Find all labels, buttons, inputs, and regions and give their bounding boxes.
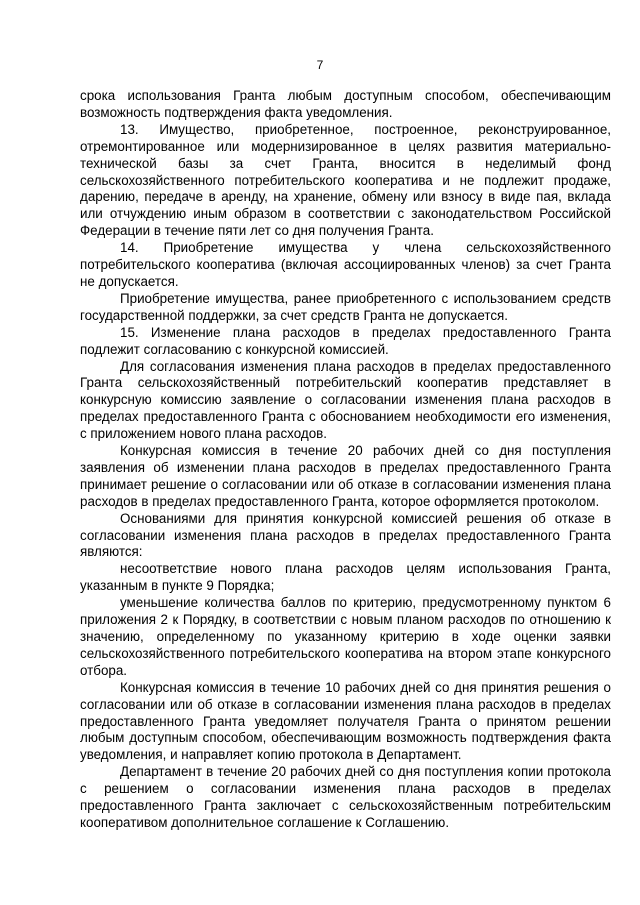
paragraph-item-15: 15. Изменение плана расходов в пределах предоставленного Гранта подлежит согласованию с конкурсной комиссией. <box>80 324 611 357</box>
page-number: 7 <box>316 58 324 72</box>
paragraph-ground-mismatch: несоответствие нового плана расходов целям использования Гранта, указанным в пункте 9 Порядка; <box>80 561 611 594</box>
paragraph-item-13: 13. Имущество, приобретенное, построенное, реконструированное, отремонтированное или модернизированное в целях развития материально-технической базы за счет Гранта, вносится в неделимый фонд сельскохозяйственного потребительского кооператива и не подлежит продаже, дарению, передаче в аренду, на хранение, обмену или взносу в виде пая, вклада или отчуждению иным образом в соответствии с законодательством Российской Федерации в течение пяти лет со дня получения Гранта. <box>80 121 611 239</box>
document-body <box>80 88 611 832</box>
paragraph-notification: Конкурсная комиссия в течение 10 рабочих дней со дня принятия решения о согласовании или об отказе в согласовании изменения плана расходов в пределах предоставленного Гранта уведомляет получателя Гранта о принятом решении любым доступным способом, обеспечивающим возможность подтверждения факта уведомления, и направляет копию протокола в Департамент. <box>80 679 611 763</box>
paragraph-approval-request: Для согласования изменения плана расходов в пределах предоставленного Гранта сельскохозяйственный потребительский кооператив представляет в конкурсную комиссию заявление о согласовании изменения плана расходов в пределах предоставленного Гранта с обоснованием необходимости его изменения, с приложением нового плана расходов. <box>80 358 611 442</box>
paragraph-department-agreement: Департамент в течение 20 рабочих дней со дня поступления копии протокола с решением о согласовании изменения плана расходов в пределах предоставленного Гранта заключает с сельскохозяйственным потребительским кооперативом дополнительное соглашение к Соглашению. <box>80 764 611 830</box>
paragraph-refusal-grounds: Основаниями для принятия конкурсной комиссией решения об отказе в согласовании изменения плана расходов в пределах предоставленного Гранта являются: <box>80 510 611 560</box>
paragraph-commission-decision: Конкурсная комиссия в течение 20 рабочих дней со дня поступления заявления об изменении плана расходов в пределах предоставленного Гранта принимает решение о согласовании или об отказе в согласовании изменения плана расходов в пределах предоставленного Гранта, которое оформляется протоколом. <box>80 443 611 509</box>
paragraph-ground-score-decrease: уменьшение количества баллов по критерию, предусмотренному пунктом 6 приложения 2 к Порядку, в соответствии с новым планом расходов по отношению к значению, определенному по указанному критерию в ходе оценки заявки сельскохозяйственного потребительского кооператива на втором этапе конкурсного отбора. <box>80 595 611 678</box>
paragraph-item-14: 14. Приобретение имущества у члена сельскохозяйственного потребительского кооператива (включая ассоциированных членов) за счет Гранта не допускается. <box>80 240 611 289</box>
paragraph-state-support: Приобретение имущества, ранее приобретенного с использованием средств государственной поддержки, за счет средств Гранта не допускается. <box>80 290 611 323</box>
paragraph-continuation: срока использования Гранта любым доступным способом, обеспечивающим возможность подтверждения факта уведомления. <box>80 88 611 120</box>
